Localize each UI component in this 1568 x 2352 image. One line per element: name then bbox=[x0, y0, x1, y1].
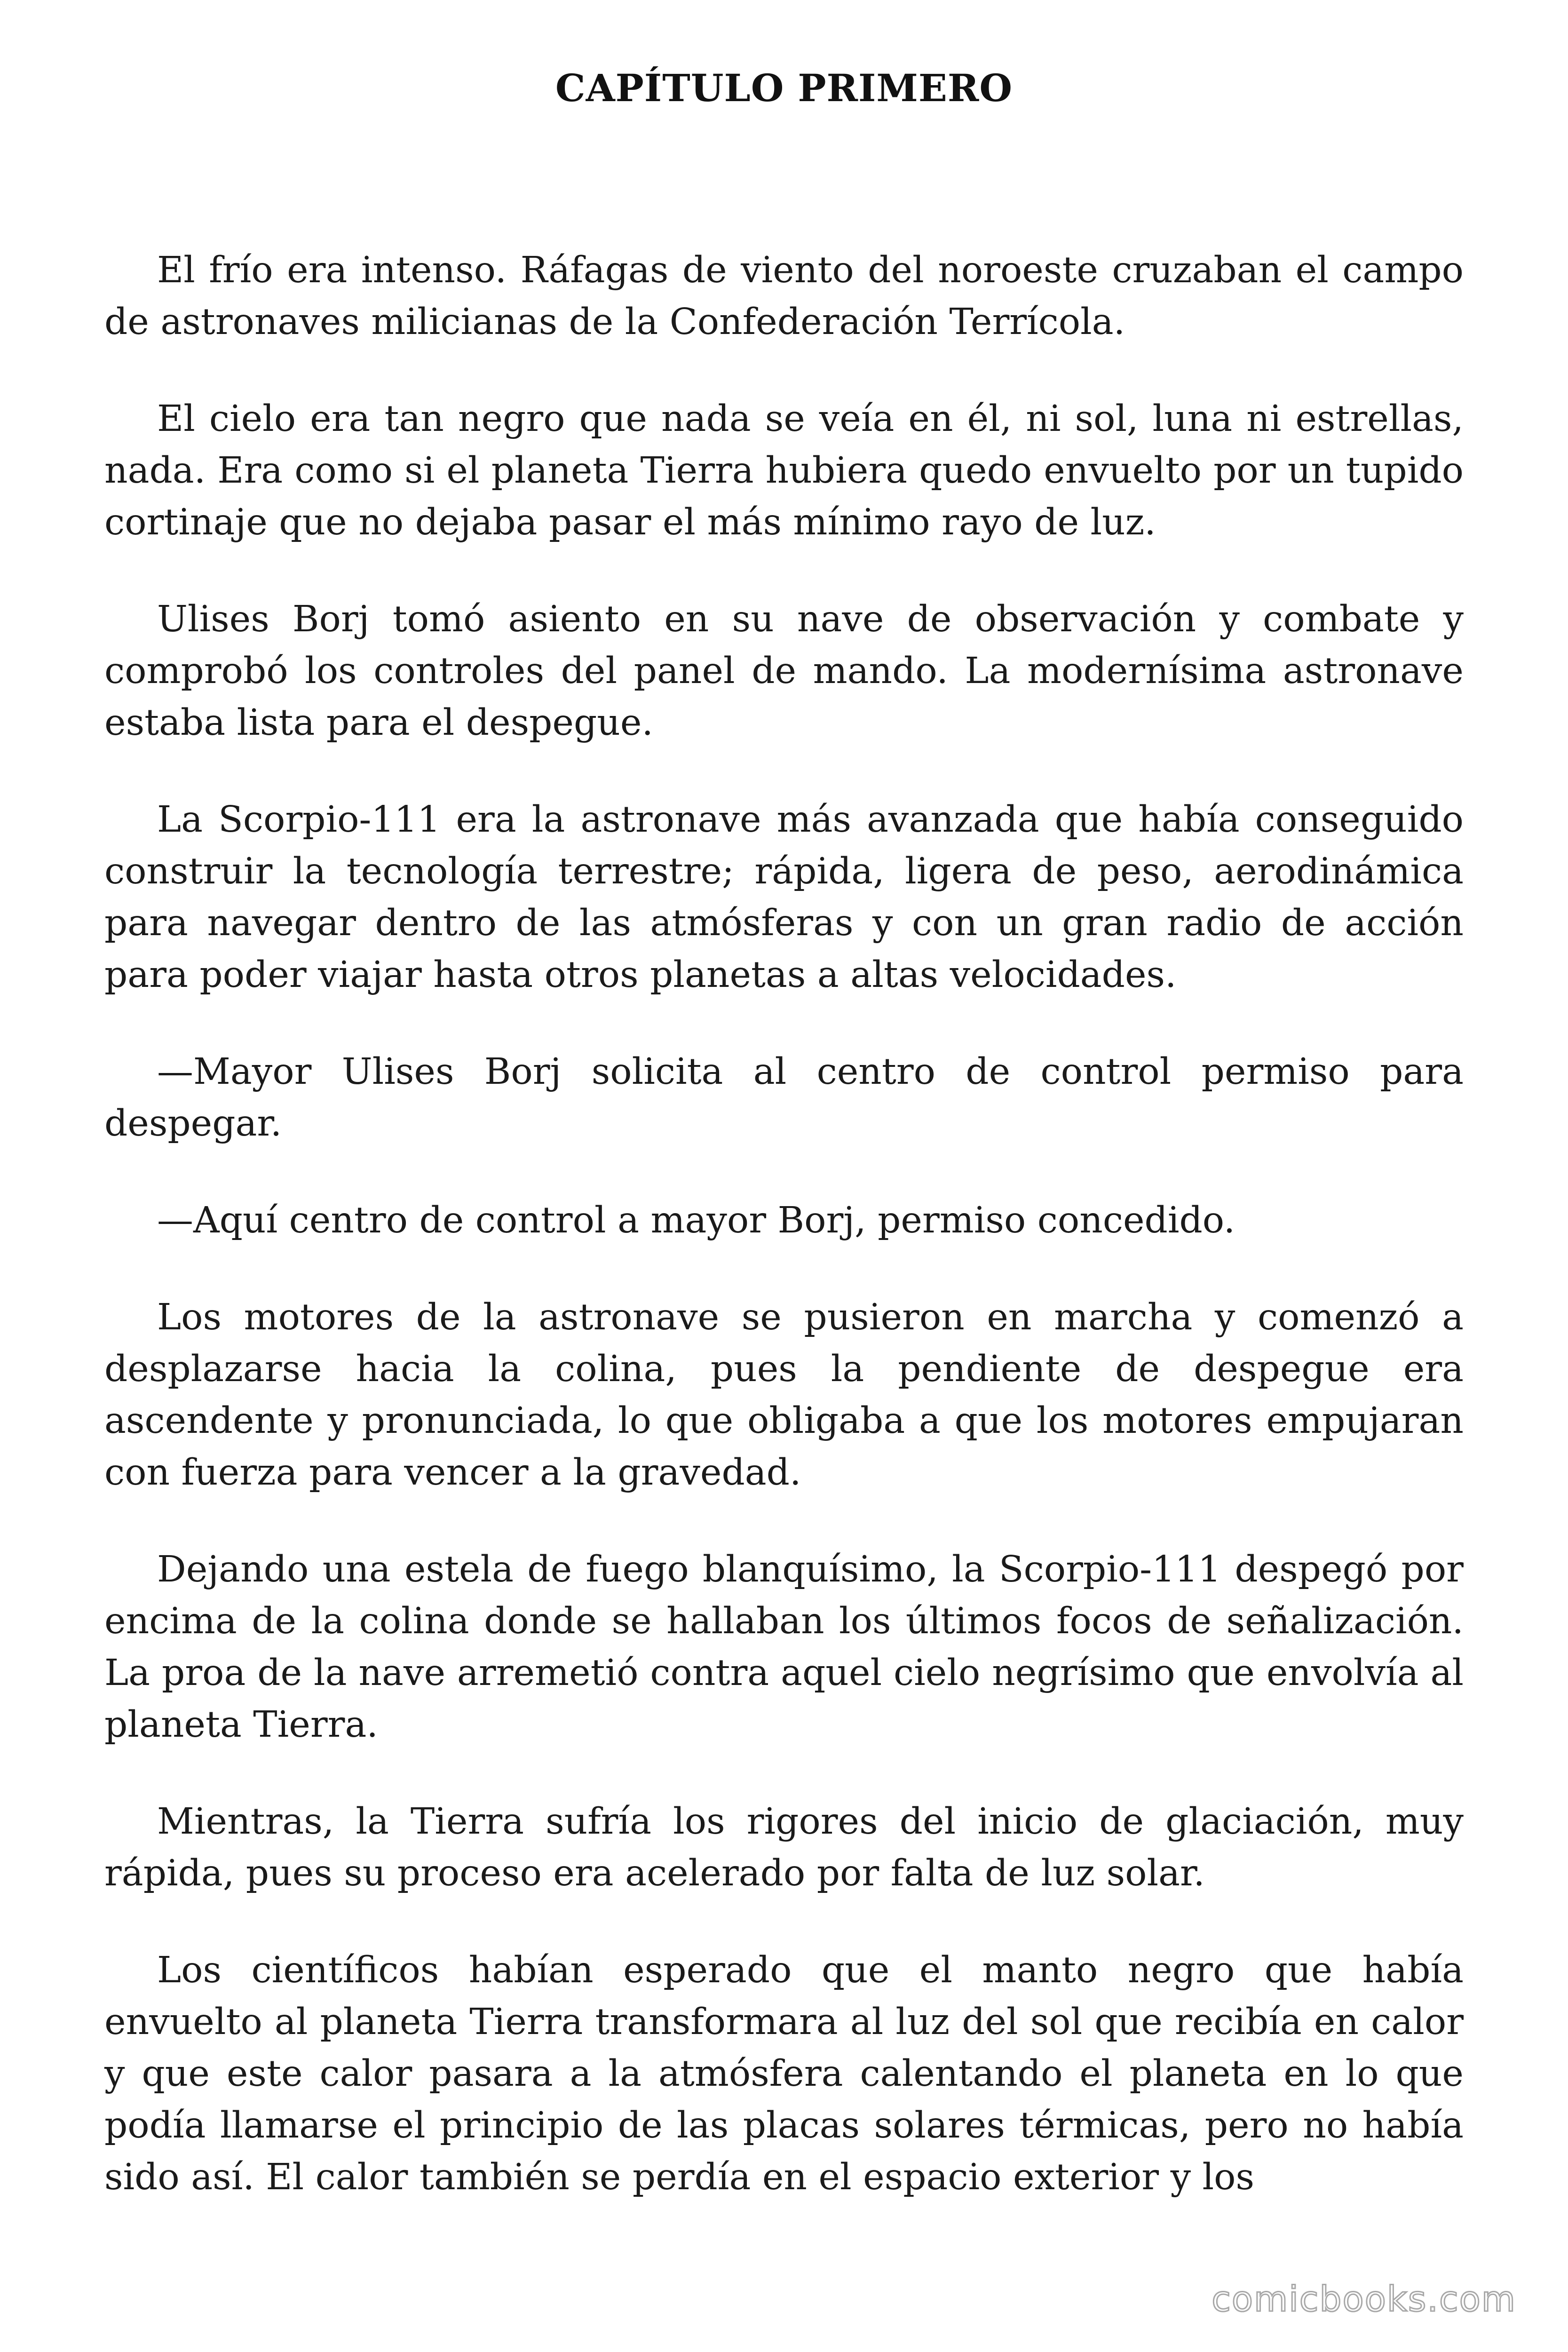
chapter-body bbox=[104, 245, 1464, 2249]
paragraph: La Scorpio-111 era la astronave más avanzada que había conseguido construir la tecnología terrestre; rápida, ligera de peso, aerodinámica para navegar dentro de las atmósferas y con un gran radio de acción para poder viajar hasta otros planetas a altas velocidades. bbox=[104, 799, 1464, 996]
watermark: comicbooks.com bbox=[1212, 2279, 1516, 2320]
chapter-title: CAPÍTULO PRIMERO bbox=[555, 66, 1013, 110]
paragraph: —Aquí centro de control a mayor Borj, permiso concedido. bbox=[157, 1200, 1235, 1241]
paragraph: Dejando una estela de fuego blanquísimo, la Scorpio-111 despegó por encima de la colina donde se hallaban los últimos focos de señalización. La proa de la nave arremetió contra aquel cielo negrísimo que envolvía al planeta Tierra. bbox=[104, 1549, 1464, 1746]
paragraph: El frío era intenso. Ráfagas de viento del noroeste cruzaban el campo de astronaves milicianas de la Confederación Terrícola. bbox=[104, 249, 1464, 343]
paragraph: El cielo era tan negro que nada se veía en él, ni sol, luna ni estrellas, nada. Era como si el planeta Tierra hubiera quedo envuelto por un tupido cortinaje que no dejaba pasar el más mínimo rayo de luz. bbox=[104, 398, 1464, 543]
paragraph: Los motores de la astronave se pusieron en marcha y comenzó a desplazarse hacia la colina, pues la pendiente de despegue era ascendente y pronunciada, lo que obligaba a que los motores empujaran con fuerza para vencer a la gravedad. bbox=[104, 1296, 1464, 1494]
paragraph: Mientras, la Tierra sufría los rigores del inicio de glaciación, muy rápida, pues su proceso era acelerado por falta de luz solar. bbox=[104, 1801, 1464, 1894]
paragraph: Ulises Borj tomó asiento en su nave de observación y combate y comprobó los controles del panel de mando. La modernísima astronave estaba lista para el despegue. bbox=[104, 598, 1464, 744]
paragraph: Los científicos habían esperado que el manto negro que había envuelto al planeta Tierra transformara al luz del sol que recibía en calor y que este calor pasara a la atmósfera calentando el planeta en lo que podía llamarse el principio de las placas solares térmicas, pero no había sido así. El calor también se perdía en el espacio exterior y los bbox=[104, 1949, 1464, 2198]
paragraph: —Mayor Ulises Borj solicita al centro de control permiso para despegar. bbox=[104, 1051, 1464, 1144]
